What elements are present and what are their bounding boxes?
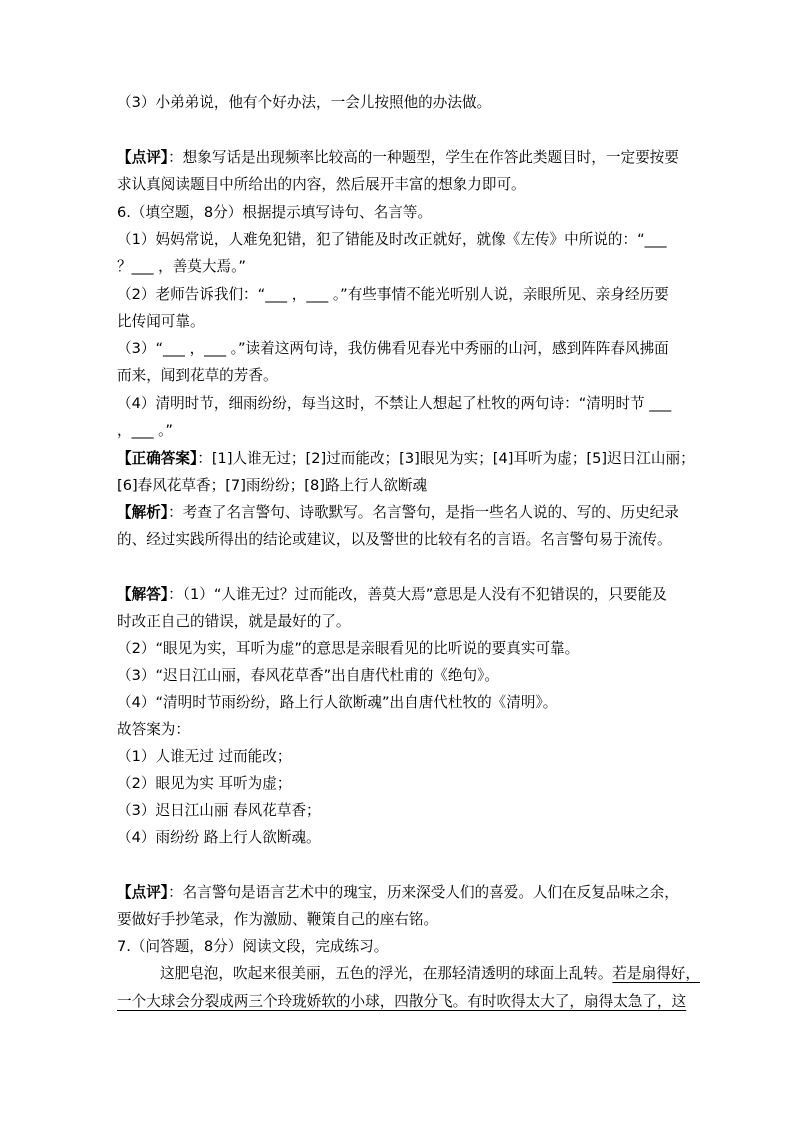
q5-comment bbox=[117, 148, 679, 168]
answer-label: 【正确答案】 bbox=[117, 450, 198, 467]
q6-title: 6.（填空题，8分）根据提示填写诗句、名言等。 bbox=[117, 204, 433, 221]
passage-text: 这肥皂泡，吹起来很美丽，五色的浮光，在那轻清透明的球面上乱转。 bbox=[160, 965, 613, 982]
q6-analysis-cont: 的、经过实践所得出的结论或建议，以及警世的比较有名的言语。名言警句易于流传。 bbox=[117, 531, 672, 548]
solution-line: （3）迟日江山丽 春风花草香； bbox=[117, 802, 321, 819]
comment-text: ：想象写话是出现频率比较高的一种题型，学生在作答此类题目时，一定要按要 bbox=[168, 149, 679, 166]
q6-item: ？___ ，善莫大焉。” bbox=[117, 258, 246, 275]
q6-item: （3）“___ ，___ 。”读着这两句诗，我仿佛看见春光中秀丽的山河，感到阵阵春风拂面 bbox=[117, 340, 669, 357]
q6-item: 而来，闻到花草的芳香。 bbox=[117, 367, 278, 384]
q6-analysis bbox=[117, 503, 679, 523]
solution-line: （4）雨纷纷 路上行人欲断魂。 bbox=[117, 829, 321, 846]
solution-line: （4）“清明时节雨纷纷，路上行人欲断魂”出自唐代杜牧的《清明》。 bbox=[117, 694, 558, 711]
q6-item: （1）妈妈常说，人难免犯错，犯了错能及时改正就好，就像《左传》中所说的：“___ bbox=[117, 231, 667, 248]
solution-line: （1）人谁无过 过而能改； bbox=[117, 748, 292, 765]
q6-solution bbox=[117, 585, 667, 605]
q6-item: 比传闻可靠。 bbox=[117, 313, 205, 330]
solution-label: 【解答】 bbox=[117, 586, 169, 603]
q6-comment-cont: 要做好手抄笔录，作为激励、鞭策自己的座右铭。 bbox=[117, 911, 439, 928]
q7-title: 7.（问答题，8分）阅读文段，完成练习。 bbox=[117, 938, 389, 955]
solution-line: 故答案为： bbox=[117, 721, 190, 738]
q6-comment bbox=[117, 883, 679, 903]
analysis-text: ：考查了名言警句、诗歌默写。名言警句，是指一些名人说的、写的、历史纪录 bbox=[168, 504, 679, 521]
q5-comment-cont: 求认真阅读题目中所给出的内容，然后展开丰富的想象力即可。 bbox=[117, 176, 526, 193]
solution-line: （2）“眼见为实，耳听为虚”的意思是亲眼看见的比听说的要真实可靠。 bbox=[117, 640, 580, 657]
passage-underlined: 若是扇得好， bbox=[612, 965, 700, 982]
q6-item: ，___ 。” bbox=[117, 422, 173, 439]
solution-line: （2）眼见为实 耳听为虚； bbox=[117, 775, 292, 792]
q5-item-3: （3）小弟弟说，他有个好办法，一会儿按照他的办法做。 bbox=[117, 94, 492, 111]
comment-label: 【点评】 bbox=[117, 149, 169, 166]
q6-item: （4）清明时节，细雨纷纷，每当这时，不禁让人想起了杜牧的两句诗：“清明时节 ___ bbox=[117, 395, 672, 412]
q6-item: （2）老师告诉我们：“___ ，___ 。”有些事情不能光听别人说，亲眼所见、亲身经历要 bbox=[117, 286, 669, 303]
comment-label: 【点评】 bbox=[117, 884, 169, 901]
answer-text: ：[1]人谁无过；[2]过而能改；[3]眼见为实；[4]耳听为虚；[5]迟日江山丽； bbox=[197, 450, 695, 467]
q7-passage-underlined: 一个大球会分裂成两三个玲珑娇软的小球，四散分飞。有时吹得太大了，扇得太急了，这 bbox=[117, 993, 687, 1010]
analysis-label: 【解析】 bbox=[117, 504, 169, 521]
q6-answer-cont: [6]春风花草香；[7]雨纷纷；[8]路上行人欲断魂 bbox=[117, 477, 428, 494]
solution-line: （3）“迟日江山丽，春风花草香”出自唐代杜甫的《绝句》。 bbox=[117, 667, 499, 684]
solution-text: ：（1）“人谁无过？过而能改，善莫大焉”意思是人没有不犯错误的，只要能及 bbox=[168, 586, 667, 603]
q6-answer bbox=[117, 449, 695, 469]
solution-line: 时改正自己的错误，就是最好的了。 bbox=[117, 613, 351, 630]
q7-passage-line bbox=[160, 964, 700, 984]
comment-text: ：名言警句是语言艺术中的瑰宝，历来深受人们的喜爱。人们在反复品味之余， bbox=[168, 884, 679, 901]
